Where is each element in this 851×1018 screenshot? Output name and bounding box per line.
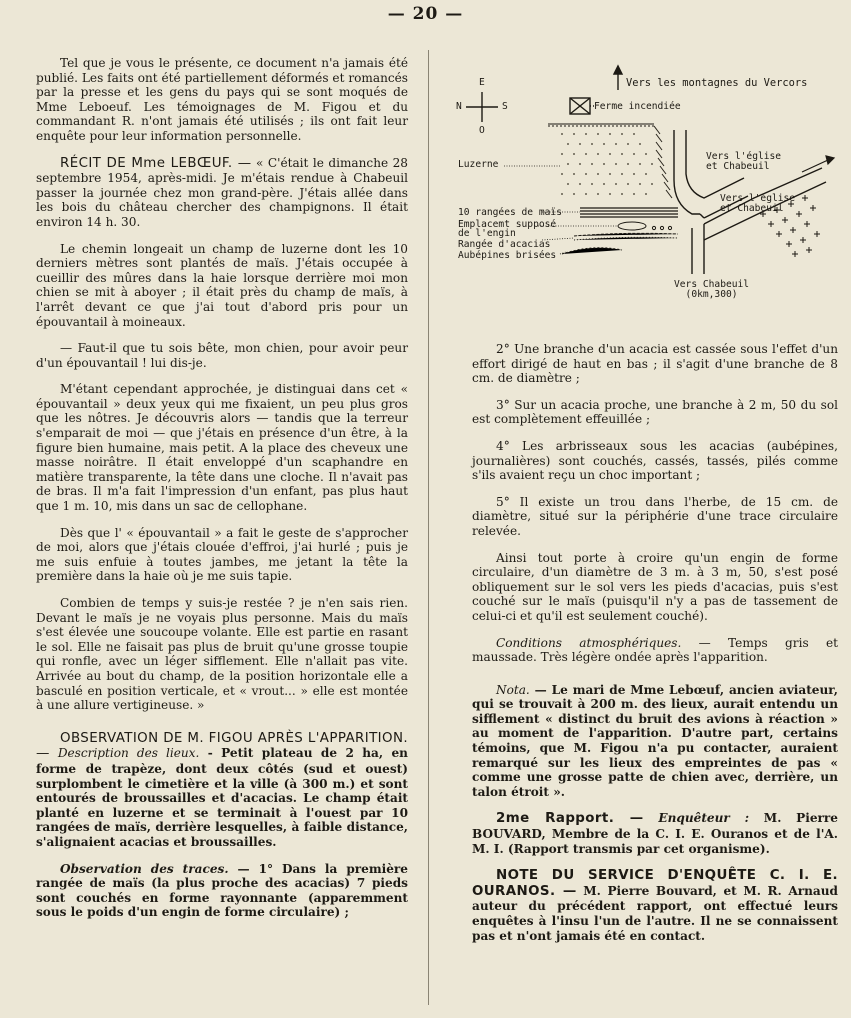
recit-paragraph: [36, 156, 408, 230]
intro-paragraph: Tel que je vous le présente, ce document n'a jamais été publié. Les faits ont été partiellement déformés et romancés par la presse et les gens du pays qui se sont moqués de Mme Leboeuf. Les témoignages de M. Figou et du commandant R. n'ont jamais été utilisés ; ils ont fait leur enquête pour leur information personnelle.: [36, 56, 408, 143]
nota-text: — Le mari de Mme Lebœuf, ancien aviateur, qui se trouvait à 200 m. des lieux, aurait entendu un sifflement « distinct du bruit des avions à réaction » au moment de l'apparition. D'autre part, certains témoins, que M. Figou n'a pu contacter, auraient remarqué sur les lieux des empreintes de pas « comme une grosse patte de chien avec, derrière, un talon étroit ».: [472, 682, 838, 799]
traces-paragraph: [36, 862, 408, 920]
compass-e-label: E: [479, 77, 485, 88]
site-map: [442, 64, 842, 314]
compass-o-label: O: [479, 125, 485, 136]
figou-text: - Petit plateau de 2 ha, en forme de trapèze, dont deux côtés (sud et ouest) surplombent le cimetière et la ville (à 300 m.) et sont entourés de broussailles et d'acacias. Le champ était planté en luzerne et se terminait à l'ouest par 10 rangées de maïs, derrière lesquelles, à faible distance, s'alignaient acacias et broussailles.: [36, 746, 408, 849]
note-paragraph: [472, 868, 838, 943]
rapport-heading: 2me Rapport. —: [496, 811, 644, 827]
rapport-title: Enquêteur :: [658, 811, 750, 826]
rapport-paragraph: [472, 811, 838, 856]
nota-title: Nota.: [496, 682, 530, 697]
hatched-bank: [654, 126, 672, 198]
chabeuil-label: Vers Chabeuil (0km,300): [674, 279, 750, 300]
recit-heading: RÉCIT DE Mme LEBŒUF. —: [60, 155, 252, 171]
right-column: [472, 342, 838, 955]
note-text: M. Pierre Bouvard, et M. R. Arnaud auteur du précédent rapport, ont effectué leurs enquêtes à l'insu l'un de l'autre. Il ne se connaissent pas et n'ont jamais été en contact.: [472, 883, 838, 943]
luzerne-field: [561, 133, 653, 195]
traces-text: — 1° Dans la première rangée de maïs (la plus proche des acacias) 7 pieds sont couchés en forme rayonnante (apparemment sous le poids d'un engin de forme circulaire) ;: [36, 861, 408, 920]
compass-n-label: N: [456, 101, 462, 112]
farm-icon: [570, 98, 594, 114]
maize-rows: [580, 208, 678, 217]
path-paragraph: Le chemin longeait un champ de luzerne dont les 10 derniers mètres sont plantés de maïs. J'étais occupée à cueillir des mûres dans la haie lorsque derrière moi mon chien se mit à aboyer ; il était près du champ de maïs, à l'arrêt devant ce que j'ai tout d'abord pris pour un épouvantail à moineaux.: [36, 241, 408, 329]
figou-heading: OBSERVATION DE M. FIGOU APRÈS L'APPARITION. —: [36, 730, 409, 762]
dog-paragraph: — Faut-il que tu sois bête, mon chien, pour avoir peur d'un épouvantail ! lui dis-je.: [36, 341, 408, 370]
note-heading: NOTE DU SERVICE D'ENQUÊTE C. I. E. OURANOS. —: [472, 868, 838, 899]
acacia-label: Rangée d'acacias: [458, 239, 551, 250]
conclusion-paragraph: Ainsi tout porte à croire qu'un engin de forme circulaire, d'un diamètre de 3 m. à 3 m, 50, s'est posé obliquement sur le sol vers les pieds d'acacias, puis s'est couché sur le maïs (puisqu'il n'y a pas de tassement de celui-ci et qu'il est seulement couché).: [472, 550, 838, 623]
conditions-title: Conditions atmosphériques.: [496, 635, 682, 650]
page-number: — 20 —: [387, 4, 464, 24]
engine-label: Emplacemt supposé de l'engin: [458, 219, 557, 239]
conditions-text: — Temps gris et maussade. Très légère ondée après l'apparition.: [472, 635, 838, 665]
engine-location: [618, 222, 672, 230]
traces-title: Observation des traces.: [60, 861, 229, 876]
flee-paragraph: Dès que l' « épouvantail » a fait le geste de s'approcher de moi, alors que j'étais clouée d'effroi, j'ai hurlé ; puis je me suis enfuie à toutes jambes, me jetant la tête la première dans la haie où je me suis tapie.: [36, 525, 408, 584]
nota-paragraph: [472, 683, 838, 800]
recit-text: « C'était le dimanche 28 septembre 1954, après-midi. Je m'étais rendue à Chabeuil passer la journée chez mon grand-père. J'étais allée dans les bois du château chercher des champignons. Il était environ 14 h. 30.: [36, 155, 408, 229]
farm-label: Ferme incendiée: [594, 101, 681, 112]
compass-s-label: S: [502, 101, 508, 112]
trace-4: 4° Les arbrisseaux sous les acacias (aubépines, journalières) sont couchés, cassés, tassés, pilés comme s'ils avaient reçu un choc important ;: [472, 438, 838, 483]
hedge-top: [548, 124, 654, 126]
church-label-1: Vers l'église et Chabeuil: [706, 151, 782, 172]
saucer-paragraph: Combien de temps y suis-je restée ? je n'en sais rien. Devant le maïs je ne voyais plus personne. Mais du maïs s'est élevée une soucoupe volante. Elle est partie en rasant le sol. Elle ne faisait pas plus de bruit qu'une grosse toupie qui ronfle, avec un léger sifflement. Elle n'allait pas vite. Arrivée au bout du champ, de la position horizontale elle a basculé en position verticale, et « vrout... » elle est montée à une allure vertigineuse. »: [36, 596, 408, 713]
conditions-paragraph: [472, 636, 838, 665]
hawthorn-label: Aubépines brisées: [458, 250, 557, 261]
acacia-row: [574, 233, 678, 240]
vercors-label: Vers les montagnes du Vercors: [626, 77, 808, 89]
trace-2: 2° Une branche d'un acacia est cassée sous l'effet d'un effort dirigé de haut en bas ; il s'agit d'une branche de 8 cm. de diamètre ;: [472, 342, 838, 386]
luzerne-label: Luzerne: [458, 159, 499, 170]
rapport-text: M. Pierre BOUVARD, Membre de la C. I. E. Ouranos et de l'A. M. I. (Rapport transmis par cet organisme).: [472, 811, 838, 856]
left-column: [36, 56, 408, 932]
hawthorn-row: [562, 248, 622, 254]
compass-icon: [466, 92, 498, 122]
figou-subtitle: Description des lieux.: [57, 746, 200, 761]
trace-3: 3° Sur un acacia proche, une branche à 2 m, 50 du sol est complètement effeuillée ;: [472, 397, 838, 427]
arrow-up-icon: [614, 66, 622, 90]
column-divider: [428, 50, 429, 1005]
trace-5: 5° Il existe un trou dans l'herbe, de 15 cm. de diamètre, situé sur la périphérie d'une trace circulaire relevée.: [472, 494, 838, 538]
maize-label: 10 rangées de maïs: [458, 207, 562, 218]
creature-paragraph: M'étant cependant approchée, je distinguai dans cet « épouvantail » deux yeux qui me fixaient, un peu plus gros que les nôtres. Je découvris alors — tandis que la terreur s'emparait de moi — que j'étais en présence d'un être, à la figure bien humaine, mais petit. A la place des cheveux une masse noirâtre. Il était enveloppé d'un scaphandre en matière transparente, la tête dans une cloche. Il n'avait pas de bras. Il m'a fait l'impression d'un enfant, pas plus haut que 1 m. 10, mis dans un sac de cellophane.: [36, 382, 408, 514]
church-label-2: Vers l'église et Chabeuil: [720, 193, 796, 214]
figou-paragraph: [36, 731, 408, 850]
